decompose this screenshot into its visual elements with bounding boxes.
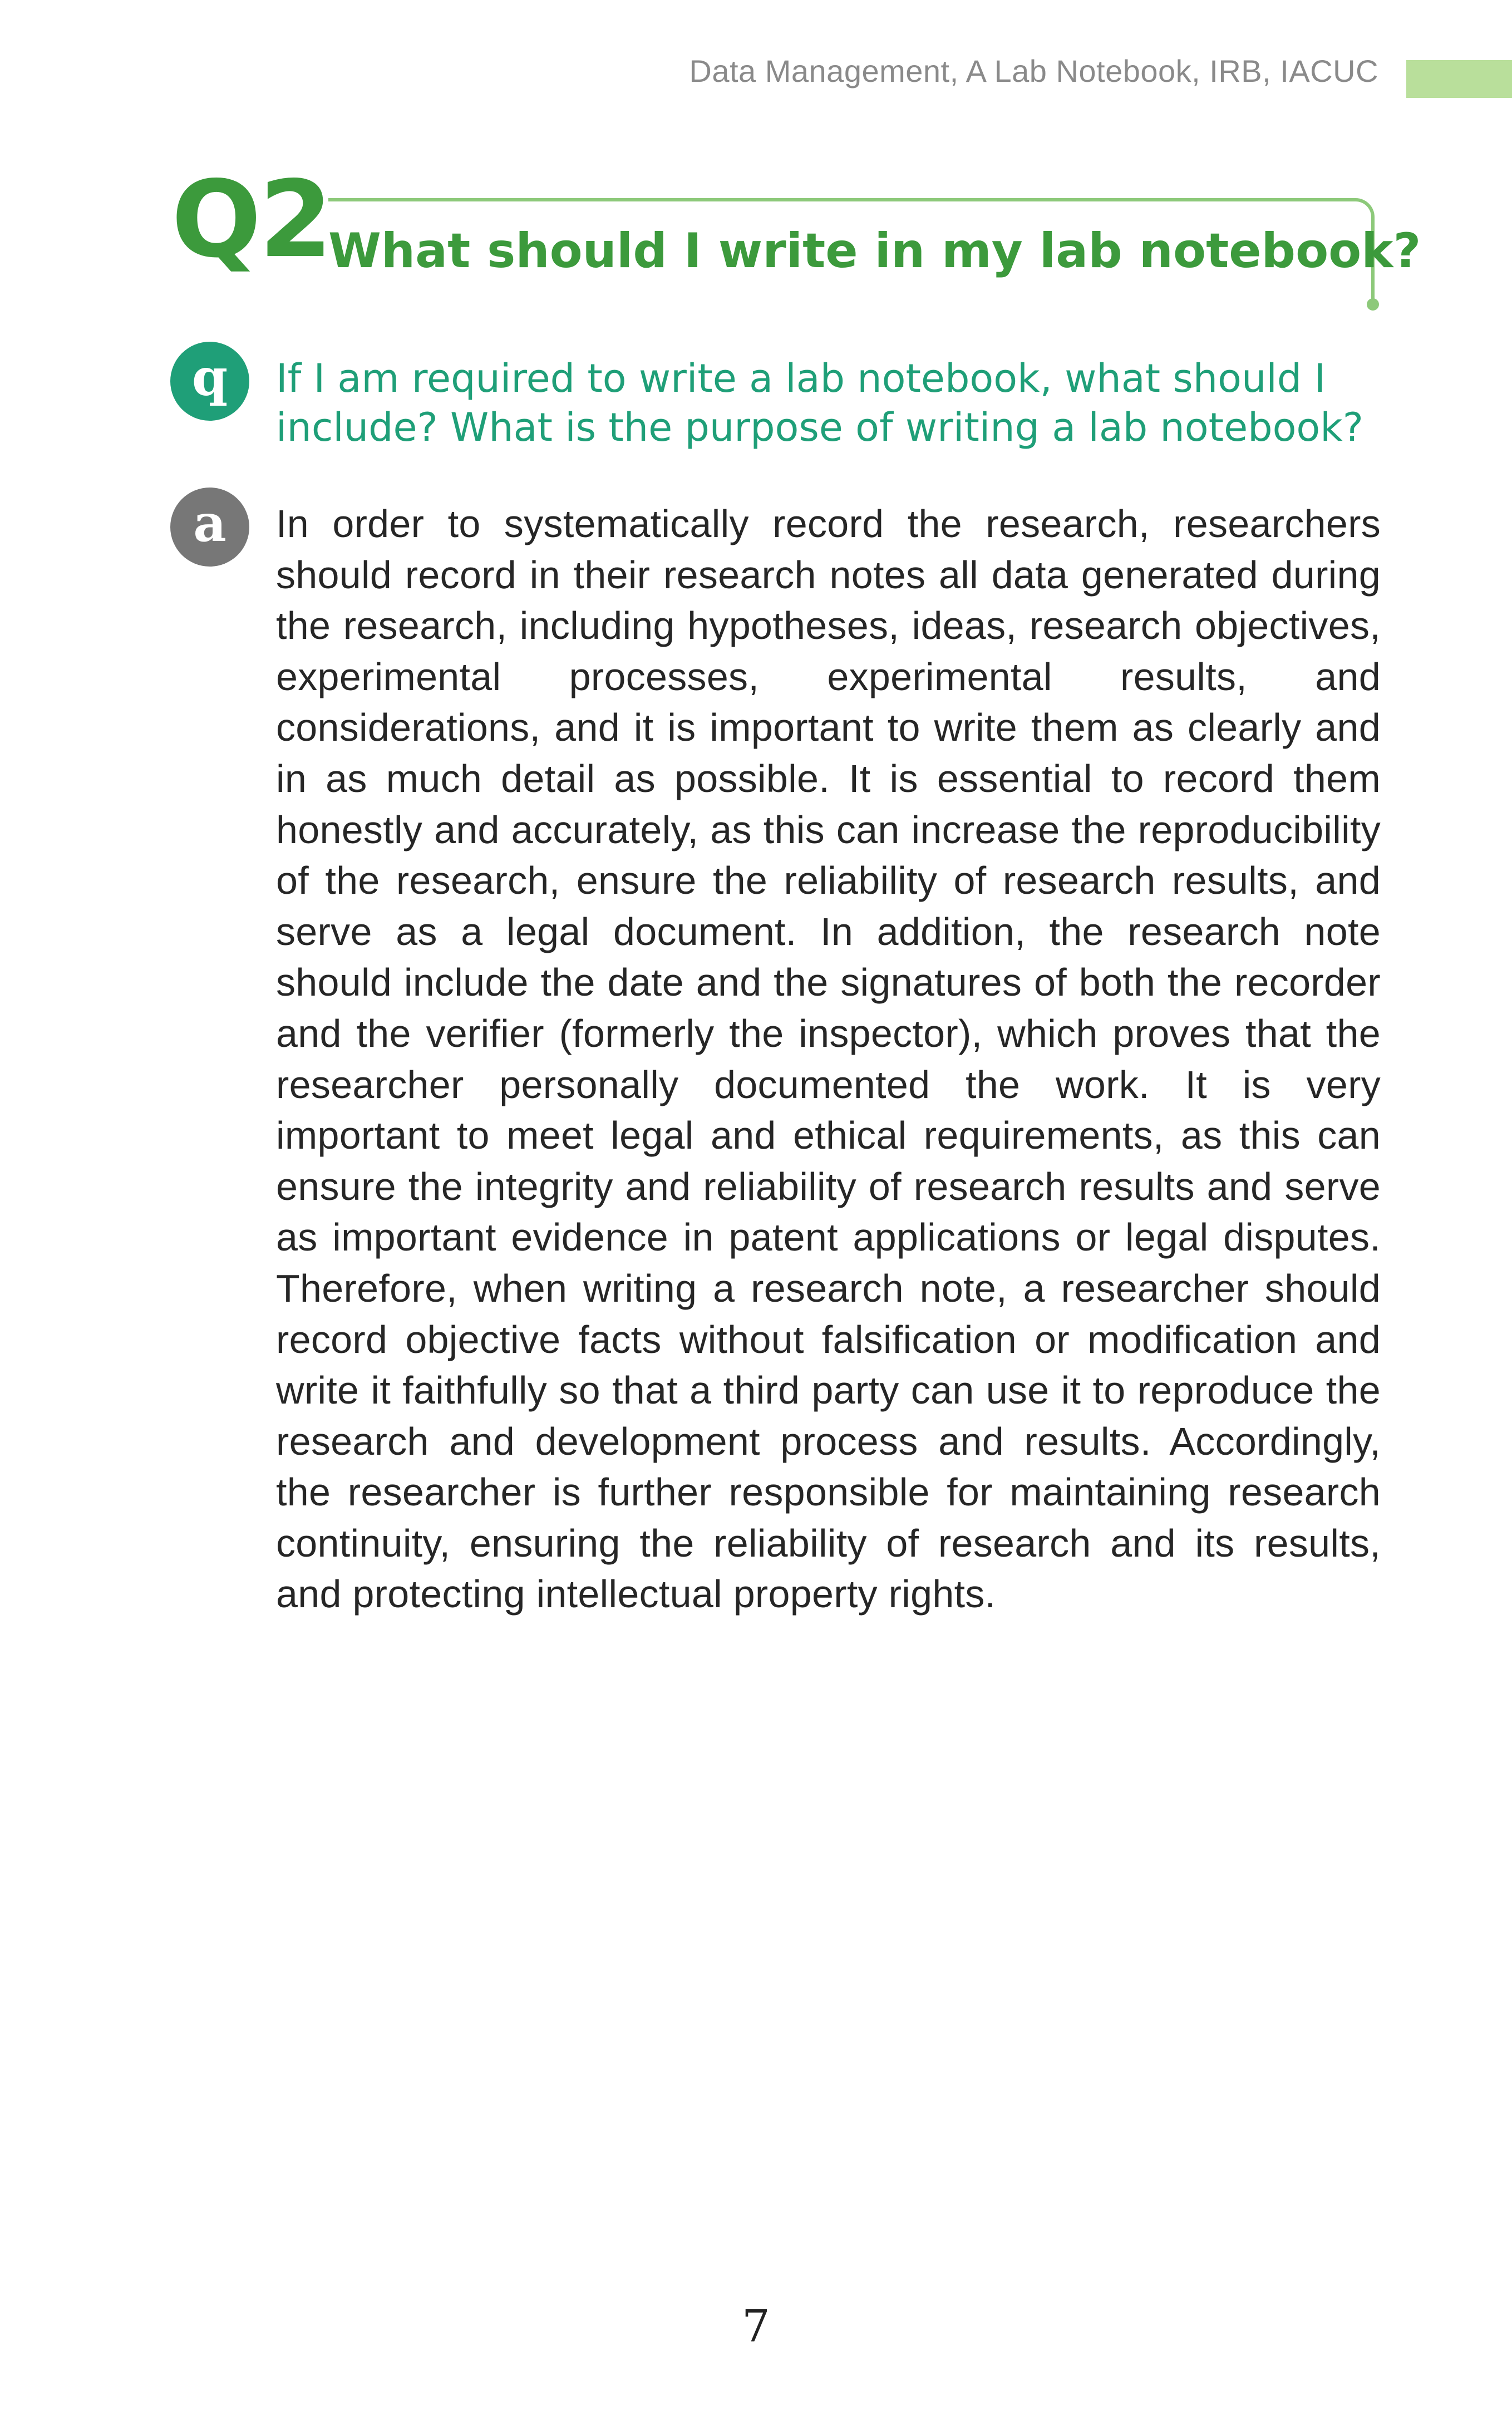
running-head: Data Management, A Lab Notebook, IRB, IACUC [689, 53, 1378, 88]
answer-badge-icon: a [170, 488, 249, 567]
question-title: What should I write in my lab notebook? [328, 223, 1421, 279]
question-number: Q2 [171, 158, 331, 281]
question-badge-icon: q [170, 342, 249, 421]
title-frame-end-dot [1367, 298, 1379, 311]
page-number: 7 [742, 2300, 770, 2352]
question-text: If I am required to write a lab notebook, what should I include? What is the purpose of writing a lab notebook? [276, 356, 1363, 450]
section-tab-marker [1406, 60, 1512, 98]
answer-text: In order to systematically record the research, researchers should record in their research notes all data generated during the research, including hypotheses, ideas, research objectives, experimental processes, experimental results, and considerations, and it is important to write them as clearly and in as much detail as possible. It is essential to record them honestly and accurately, as this can increase the reproducibility of the research, ensure the reliability of research results, and serve as a legal document. In addition, the research note should include the date and the signatures of both the recorder and the verifier (formerly the inspector), which proves that the researcher personally documented the work. It is very important to meet legal and ethical requirements, as this can ensure the integrity and reliability of research results and serve as important evidence in patent applications or legal disputes. Therefore, when writing a research note, a researcher should record objective facts without falsification or modification and write it faithfully so that a third party can use it to reproduce the research and development process and results. Accordingly, the researcher is further responsible for maintaining research continuity, ensuring the reliability of research and its results, and protecting intellectual property rights. [276, 502, 1381, 1616]
